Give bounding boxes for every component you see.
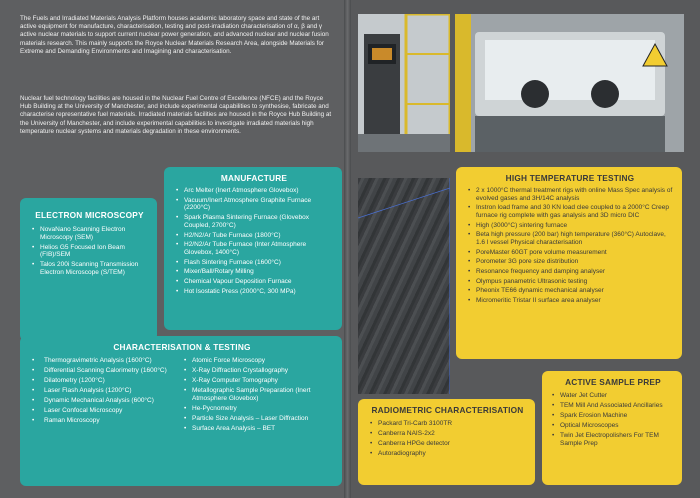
intro-paragraph-2: Nuclear fuel technology facilities are housed in the Nuclear Fuel Centre of Excellence (NFCE) and the Royce Hub Building at the University of Manchester, and include experimental capabilities to synthesise, fabricate and characterise representative fuel materials. Irradiated materials facilities are housed in the Royce Hub Building at the University of Manchester, and include experimental capabilities to investigate irradiated materials high temperature nuclear systems and materials degradation in these environments. [20, 95, 332, 135]
list-item: • Thermogravimetric Analysis (1600°C) [30, 357, 182, 365]
list-item: • Dynamic Mechanical Analysis (600°C) [30, 397, 182, 405]
list-item: • X-Ray Diffraction Crystallography [182, 367, 334, 375]
list-item: • Spark Erosion Machine [550, 412, 676, 420]
list-item: • Hot Isostatic Press (2000°C, 300 MPa) [174, 288, 334, 296]
radiometric-panel [358, 399, 535, 485]
list-item: • TEM Mill And Associated Ancillaries [550, 402, 676, 410]
high-temperature-title: HIGH TEMPERATURE TESTING [505, 173, 635, 183]
list-item: • Laser Confocal Microscopy [30, 407, 182, 415]
list-item: • He-Pycnometry [182, 405, 334, 413]
radiometric-title: RADIOMETRIC CHARACTERISATION [371, 405, 524, 415]
radiometric-list [368, 420, 527, 458]
list-item: • Chemical Vapour Deposition Furnace [174, 278, 334, 286]
characterisation-list-right [182, 357, 334, 434]
manufacture-panel [164, 167, 342, 330]
list-item: • Twin Jet Electropolishers For TEM Sample Prep [550, 432, 676, 447]
list-item: • Metallographic Sample Preparation (Inert Atmosphere Glovebox) [182, 387, 334, 402]
characterisation-list-left [30, 357, 182, 434]
list-item: • H2/N2/Ar Tube Furnace (1800°C) [174, 232, 334, 240]
electron-microscopy-panel [20, 198, 157, 341]
list-item: • 2 x 1000°C thermal treatment rigs with online Mass Spec analysis of evolved gases and 3H/14C analysis [466, 187, 674, 202]
list-item: • Canberra HPGe detector [368, 440, 527, 448]
list-item: • Raman Microscopy [30, 417, 182, 425]
list-item: • Pheonix TE66 dynamic mechanical analyser [466, 287, 674, 295]
list-item: • Porometer 3G pore size distribution [466, 258, 674, 266]
photo-glovebox [455, 14, 684, 152]
glovebox-photo-illustration [455, 14, 684, 152]
page-spine [344, 0, 351, 498]
active-sample-prep-list [550, 392, 676, 447]
list-item: • Packard Tri-Carb 3100TR [368, 420, 527, 428]
list-item: • Helios G5 Focused Ion Beam (FIB)/SEM [30, 244, 149, 259]
photo-laboratory [358, 14, 450, 152]
list-item: • High (3000°C) sintering furnace [466, 222, 674, 230]
list-item: • Vacuum/Inert Atmosphere Graphite Furnace (2200°C) [174, 197, 334, 212]
micrograph-photo-illustration [358, 178, 450, 394]
list-item: • Instron load frame and 30 KN load clee coupled to a 2000°C Creep furnace rig complete with gas analysis and 3D micro DIC [466, 204, 674, 219]
characterisation-title: CHARACTERISATION & TESTING [113, 342, 251, 352]
list-item: • Autoradiography [368, 450, 527, 458]
list-item: • Mixer/Ball/Rotary Milling [174, 268, 334, 276]
list-item: • Beta high pressure (200 bar) high temperature (360°C) Autoclave, 1.6 l vessel Physical characterisation [466, 231, 674, 246]
intro-paragraph-1: The Fuels and Irradiated Materials Analysis Platform houses academic laboratory space and state of the art active equipment for manufacture, characterisation, testing and post-irradiation characterisation of α, β and γ active nuclear materials to support current nuclear power generation, and advanced nuclear and nuclear fusion materials research. This mainly supports the Royce Nuclear Materials Research Area, alongside Materials for Extreme and Demanding Environments and Imagining and characterisation. [20, 15, 329, 55]
electron-microscopy-title: ELECTRON MICROSCOPY [35, 210, 144, 220]
active-sample-prep-title: ACTIVE SAMPLE PREP [565, 377, 661, 387]
list-item: • Atomic Force Microscopy [182, 357, 334, 365]
high-temperature-panel [456, 167, 682, 359]
manufacture-title: MANUFACTURE [220, 173, 288, 183]
list-item: • Resonance frequency and damping analyser [466, 268, 674, 276]
list-item: • Laser Flash Analysis (1200°C) [30, 387, 182, 395]
list-item: • Canberra NAIS-2x2 [368, 430, 527, 438]
list-item: • Arc Melter (Inert Atmosphere Glovebox) [174, 187, 334, 195]
list-item: • Particle Size Analysis – Laser Diffraction [182, 415, 334, 423]
list-item: • NovaNano Scanning Electron Microscopy (SEM) [30, 226, 149, 241]
characterisation-columns [30, 357, 334, 434]
list-item: • Flash Sintering Furnace (1600°C) [174, 259, 334, 267]
list-item: • Talos 200i Scanning Transmission Electron Microscope (S/TEM) [30, 261, 149, 276]
list-item: • X-Ray Computer Tomography [182, 377, 334, 385]
active-sample-prep-panel [542, 371, 682, 485]
high-temperature-list [466, 187, 674, 305]
list-item: • Differential Scanning Calorimetry (1600°C) [30, 367, 182, 375]
list-item: • PoreMaster 60GT pore volume measurement [466, 249, 674, 257]
manufacture-list [174, 187, 334, 296]
characterisation-panel [20, 336, 342, 486]
electron-microscopy-list [30, 226, 149, 276]
list-item: • Olympus panametric Ultrasonic testing [466, 278, 674, 286]
list-item: • Optical Microscopes [550, 422, 676, 430]
list-item: • Surface Area Analysis – BET [182, 425, 334, 433]
list-item: • Spark Plasma Sintering Furnace (Glovebox Coupled, 2700°C) [174, 214, 334, 229]
list-item: • Micromeritic Tristar II surface area analyser [466, 297, 674, 305]
laboratory-photo-illustration [358, 14, 450, 152]
list-item: • H2/N2/Ar Tube Furnace (Inter Atmosphere Glovebox, 1400°C) [174, 241, 334, 256]
photo-micrograph [358, 178, 450, 394]
list-item: • Dilatometry (1200°C) [30, 377, 182, 385]
list-item: • Water Jet Cutter [550, 392, 676, 400]
